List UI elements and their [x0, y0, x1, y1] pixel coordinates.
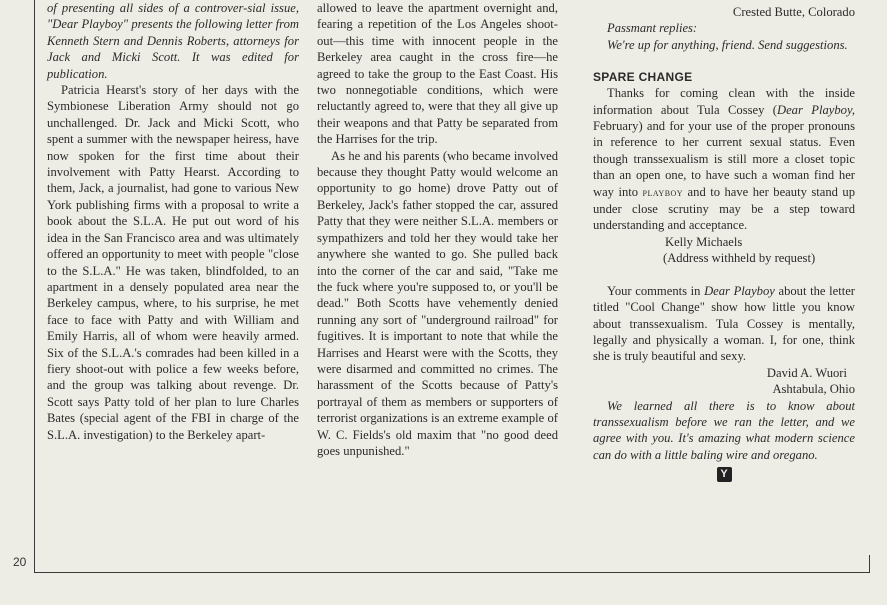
end-mark-wrapper [593, 465, 855, 482]
column-2 [317, 0, 558, 459]
page-number: 20 [13, 555, 27, 569]
editor-intro: of presenting all sides of a controver-sial issue, "Dear Playboy" presents the following letter from Kenneth Stern and Dennis Roberts, attorneys for Jack and Micki Scott. It was edited for publication. [47, 1, 299, 81]
signature-note: (Address withheld by request) [663, 251, 816, 266]
column-1 [47, 0, 299, 443]
signature-name: Kelly Michaels [665, 234, 743, 249]
brand-name: playboy [642, 186, 684, 199]
letter-italic: Dear Playboy, [777, 102, 855, 117]
letter-text: Thanks for coming clean with the inside information about Tula Cossey ( [593, 86, 855, 117]
bunny-logo-icon: Y [717, 467, 732, 482]
signature-name: David A. Wuori [766, 365, 847, 380]
signature-location: Crested Butte, Colorado [732, 5, 855, 19]
letter-body: Patricia Hearst's story of her days with the Symbionese Liberation Army should not go unchallenged. Dr. Jack and Micki Scott, who spent a summer with the newspaper heiress, have now spoken for the first time about their involvement with Patty Hearst. According to them, Jack, a journalist, had gone to various New York publishing firms with a proposal to write a book about the S.L.A. He put out word of his idea in the San Francisco area and was ultimately offered an opportunity to meet with people "close to the S.L.A." He was taken, blindfolded, to an apartment in a densely populated area near the Berkeley campus, where, to his surprise, he met face to face with Patty and with William and Emily Harris, all of whom were heavily armed. Six of the S.L.A.'s comrades had been killed in a fiery shoot-out with police a few weeks before, and the group was talking about revenge. Dr. Scott says Patty told of her plan to lure Charles Bates (special agent of the FBI in charge of the S.L.A. investigation) to the Berkeley apart- [47, 83, 299, 442]
letter-paragraph: As he and his parents (who became involved because they thought Patty would welcome an opportunity to go home) drove Patty out of Berkeley, Jack's father stopped the car, assured Patty that they were neither S.L.A. members or sympathizers and told her they would take her anywhere she wanted to go. She pulled back into the corner of the car and said, "Take me the fuck where you're supposed to, or you'll be dead." Both Scotts have vehemently denied running any sort of "underground railroad" for fugitives. It is important to note that while the Harrises and Hearst were with the Scotts, they were disarmed and committed no crimes. The harassment of the Scotts because of Patty's portrayal of them as members or supporters of terrorist organizations is an extreme example of W. C. Fields's old maxim that "no good deed goes unpunished." [317, 148, 558, 458]
reply-intro: Passmant replies: [607, 21, 698, 36]
letter-text: about the letter titled "Cool Change" show how little you know about transsexualism. Tula Cossey is mentally, legally and physically a woman. I, for one, think she is truly beautiful and sexy. [593, 283, 855, 364]
left-rule [34, 0, 35, 573]
right-rule [869, 555, 870, 573]
bottom-rule [34, 572, 870, 573]
letter-text: Your comments in [607, 283, 705, 298]
letter-spare-change [593, 85, 855, 234]
letter-continued: allowed to leave the apartment overnight and, fearing a repetition of the Los Angeles shoot-out—this time with innocent people in the Berkeley area caught in the cross fire—he agreed to take the group to the East Coast. His two nonnegotiable conditions, which were reluctantly agreed to, were that they all give up their weapons and that Patty be separated from the Harrises for the trip. [317, 1, 558, 147]
letter-text: and to have her beauty stand up under close scrutiny may be a step toward understanding and acceptance. [593, 184, 855, 233]
letter-second [593, 283, 855, 365]
section-heading: SPARE CHANGE [593, 70, 693, 85]
letter-italic: Dear Playboy [704, 283, 775, 298]
editor-reply: We're up for anything, friend. Send suggestions. [607, 37, 848, 52]
signature-location: Ashtabula, Ohio [772, 382, 855, 397]
column-3 [593, 0, 855, 482]
letter-text: February) and for your use of the proper pronouns in reference to her current sexual status. Even though transsexualism is still more a closet topic than an open one, to have such a woman find her way into [593, 119, 855, 199]
editor-closing: We learned all there is to know about transsexualism before we ran the letter, and we agree with you. It's amazing what modern science can do with a little baling wire and oregano. [593, 398, 855, 462]
